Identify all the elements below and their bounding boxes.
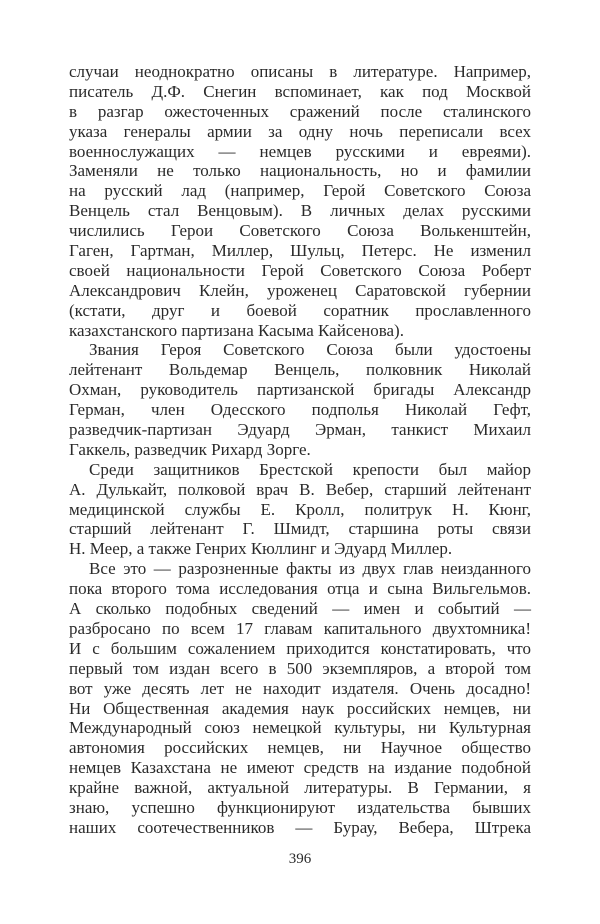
text-line: Гаген, Гартман, Миллер, Шульц, Петерс. Не изменил (69, 241, 531, 261)
text-line: Ни Общественная академия наук российских немцев, ни (69, 698, 531, 718)
paragraph (69, 460, 531, 559)
text-line: (кстати, друг и боевой соратник прославленного (69, 300, 531, 320)
paragraph (69, 62, 531, 340)
text-line: знаю, успешно функционируют издательства бывших (69, 797, 531, 817)
text-line: первый том издан всего в 500 экземпляров, а второй том (69, 658, 531, 678)
text-line: указа генералы армии за одну ночь переписали всех (69, 121, 531, 141)
text-line: Герман, член Одесского подполья Николай Гефт, (69, 400, 531, 420)
text-line: писатель Д.Ф. Снегин вспоминает, как под Москвой (69, 81, 531, 101)
text-line: Международный союз немецкой культуры, ни Культурная (69, 718, 531, 738)
text-line: разбросано по всем 17 главам капитального двухтомника! (69, 618, 531, 638)
text-line: своей национальности Герой Советского Союза Роберт (69, 260, 531, 280)
text-line: Все это — разрозненные факты из двух глав неизданного (89, 559, 531, 579)
text-line: автономия российских немцев, ни Научное общество (69, 738, 531, 758)
text-line: Гаккель, разведчик Рихард Зорге. (69, 439, 311, 459)
text-line: И с большим сожалением приходится констатировать, что (69, 638, 531, 658)
text-line: Н. Меер, а также Генрих Кюллинг и Эдуард Миллер. (69, 539, 453, 559)
text-line: пока второго тома исследования отца и сына Вильгельмов. (69, 579, 531, 599)
text-line: А. Дулькайт, полковой врач В. Вебер, старший лейтенант (69, 479, 531, 499)
text-line: Звания Героя Советского Союза были удостоены (89, 340, 531, 360)
page-number: 396 (288, 851, 312, 867)
text-line: вот уже десять лет не находит издателя. Очень досадно! (69, 678, 531, 698)
text-line: казахстанского партизана Касыма Кайсенова). (69, 320, 404, 340)
text-line: Венцель стал Венцовым). В личных делах русскими (69, 201, 531, 221)
text-line: медицинской службы Е. Кролл, политрук Н. Кюнг, (69, 499, 531, 519)
paragraph (69, 340, 531, 459)
text-line: в разгар ожесточенных сражений после сталинского (69, 101, 531, 121)
text-line: разведчик-партизан Эдуард Эрман, танкист Михаил (69, 420, 531, 440)
text-line: наших соотечественников — Бурау, Вебера, Штрека (69, 817, 531, 837)
text-line: Среди защитников Брестской крепости был майор (89, 459, 531, 479)
paragraph (69, 559, 531, 837)
text-line: Александрович Клейн, уроженец Саратовской губернии (69, 280, 531, 300)
page-body (69, 62, 531, 838)
text-line: старший лейтенант Г. Шмидт, старшина роты связи (69, 519, 531, 539)
text-line: лейтенант Вольдемар Венцель, полковник Николай (69, 360, 531, 380)
text-line: Заменяли не только национальность, но и фамилии (69, 161, 531, 181)
text-line: А сколько подобных сведений — имен и событий — (69, 599, 531, 619)
text-line: случаи неоднократно описаны в литературе. Например, (69, 62, 531, 81)
text-line: военнослужащих — немцев русскими и евреями). (69, 141, 531, 161)
text-line: Охман, руководитель партизанской бригады Александр (69, 380, 531, 400)
text-line: на русский лад (например, Герой Советского Союза (69, 181, 531, 201)
text-line: числились Герои Советского Союза Волькенштейн, (69, 221, 531, 241)
text-line: крайне важной, актуальной литературы. В Германии, я (69, 778, 531, 798)
text-line: немцев Казахстана не имеют средств на издание подобной (69, 758, 531, 778)
